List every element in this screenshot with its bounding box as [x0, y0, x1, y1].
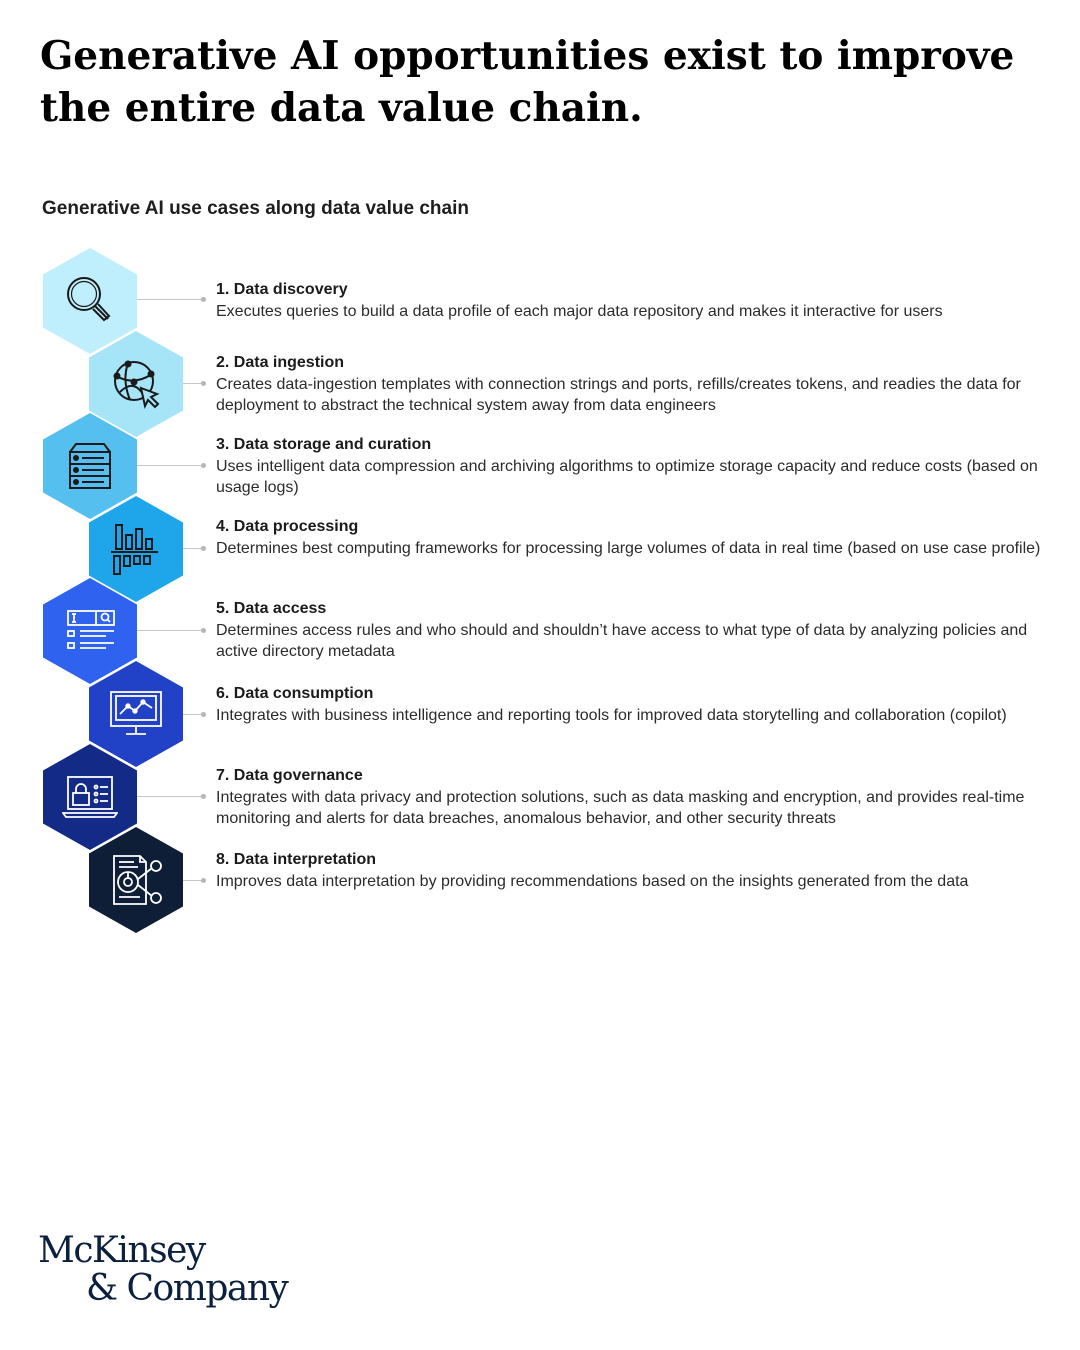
use-case-item-7 [216, 766, 1046, 829]
laptop-lock-icon [62, 769, 118, 825]
hexagon-column [0, 0, 240, 1350]
use-case-description-7: Integrates with data privacy and protection solutions, such as data masking and encryption, and provides real-time monitoring and alerts for data breaches, anomalous behavior, and other security threats [216, 789, 1025, 827]
use-case-description-1: Executes queries to build a data profile of each major data repository and makes it interactive for users [216, 303, 943, 320]
use-case-description-3: Uses intelligent data compression and archiving algorithms to optimize storage capacity and reduce costs (based on usage logs) [216, 458, 1038, 496]
use-case-item-3 [216, 435, 1046, 498]
use-case-title-1: 1. Data discovery [216, 281, 348, 298]
access-panel-icon [62, 603, 118, 659]
mckinsey-logo [38, 1232, 287, 1308]
use-case-description-8: Improves data interpretation by providing recommendations based on the insights generated from the data [216, 873, 969, 890]
use-case-title-7: 7. Data governance [216, 767, 363, 784]
use-case-description-4: Determines best computing frameworks for processing large volumes of data in real time (based on use case profile) [216, 540, 1041, 557]
globe-cursor-icon [108, 356, 164, 412]
use-case-title-3: 3. Data storage and curation [216, 436, 432, 453]
use-case-title-6: 6. Data consumption [216, 685, 374, 702]
headline: Generative AI opportunities exist to improve the entire data value chain. [40, 33, 1015, 131]
hexagon-8 [89, 827, 183, 933]
bar-chart-icon [108, 521, 164, 577]
diagram-subtitle: Generative AI use cases along data value chain [42, 198, 469, 219]
use-case-title-5: 5. Data access [216, 600, 327, 617]
use-case-item-1 [216, 280, 1046, 322]
use-case-item-6 [216, 684, 1046, 726]
use-case-description-5: Determines access rules and who should and shouldn’t have access to what type of data by analyzing policies and active directory metadata [216, 622, 1028, 660]
use-case-item-4 [216, 517, 1046, 559]
use-case-title-8: 8. Data interpretation [216, 851, 377, 868]
use-case-description-2: Creates data-ingestion templates with connection strings and ports, refills/creates tokens, and readies the data for deployment to abstract the technical system away from data engineers [216, 376, 1021, 414]
use-case-item-5 [216, 599, 1046, 662]
use-case-title-2: 2. Data ingestion [216, 354, 345, 371]
use-case-description-6: Integrates with business intelligence and reporting tools for improved data storytelling and collaboration (copilot) [216, 707, 1007, 724]
document-insight-icon [108, 852, 164, 908]
use-case-item-8 [216, 850, 1046, 892]
monitor-chart-icon [108, 686, 164, 742]
use-case-item-2 [216, 353, 1046, 416]
magnifier-icon [62, 273, 118, 329]
use-case-title-4: 4. Data processing [216, 518, 359, 535]
logo-line-2: & Company [86, 1268, 288, 1309]
logo-line-1: McKinsey [38, 1230, 205, 1271]
server-rack-icon [62, 438, 118, 494]
